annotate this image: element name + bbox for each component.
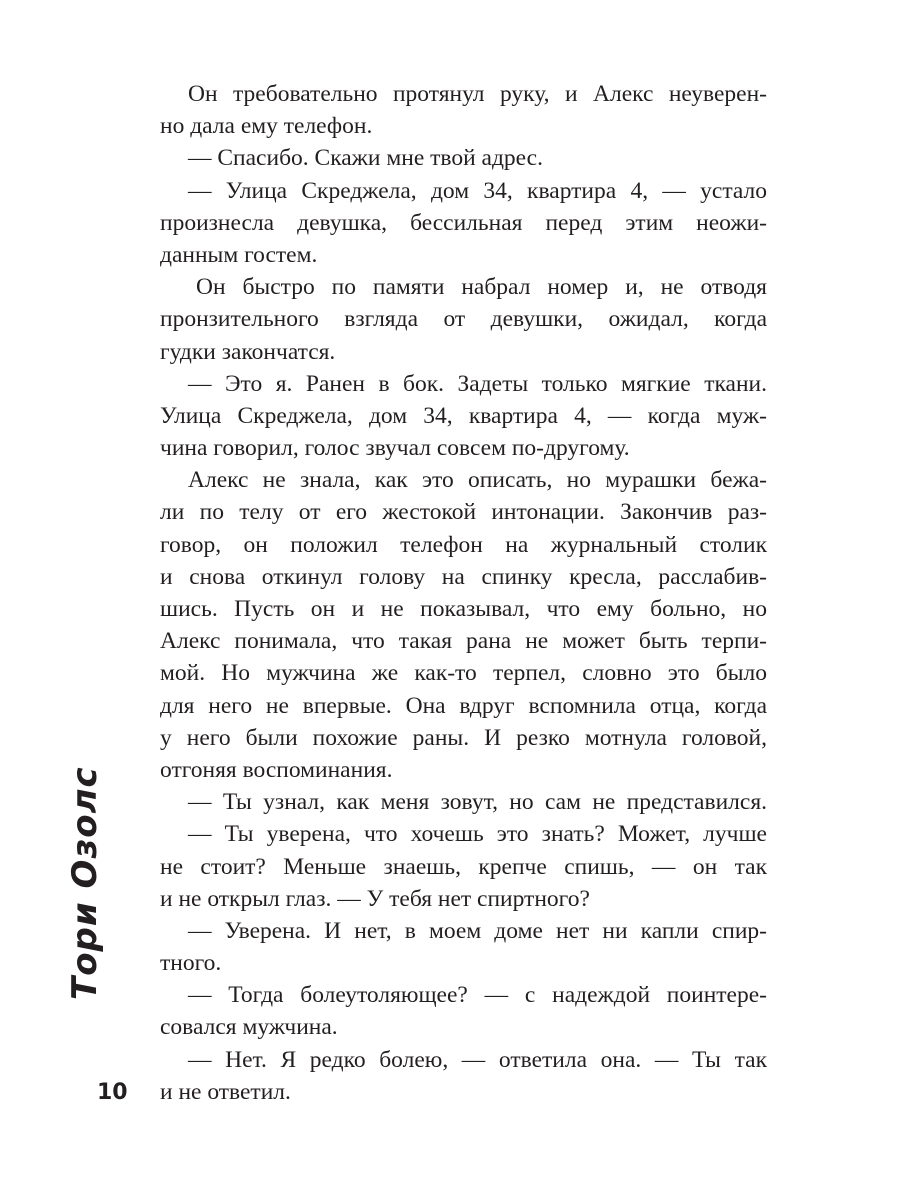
- text-line: у него были похожие раны. И резко мотнула головой,: [160, 724, 767, 751]
- text-line: но дала ему телефон.: [160, 113, 373, 140]
- text-line: мой. Но мужчина же как-то терпел, словно это было: [160, 660, 767, 687]
- text-line: Он быстро по памяти набрал номер и, не отводя: [196, 274, 767, 301]
- text-line: гудки закончатся.: [160, 338, 336, 365]
- text-line: для него не впервые. Она вдруг вспомнила отца, когда: [160, 692, 767, 719]
- text-line: — Спасибо. Скажи мне твой адрес.: [188, 145, 543, 172]
- text-line: — Нет. Я редко болею, — ответила она. — Ты так: [188, 1046, 767, 1073]
- text-line: — Ты уверена, что хочешь это знать? Может, лучше: [188, 821, 767, 848]
- text-line: и снова откинул голову на спинку кресла, расслабив-: [160, 563, 767, 590]
- text-line: чина говорил, голос звучал совсем по-другому.: [160, 435, 630, 462]
- text-line: совался мужчина.: [160, 1014, 338, 1041]
- text-line: — Тогда болеутоляющее? — с надеждой поинтере-: [188, 982, 767, 1009]
- text-line: — Это я. Ранен в бок. Задеты только мягкие ткани.: [188, 370, 767, 397]
- text-line: Улица Скреджела, дом 34, квартира 4, — когда муж-: [160, 402, 767, 429]
- text-line: говор, он положил телефон на журнальный столик: [160, 531, 767, 558]
- text-line: Алекс понимала, что такая рана не может быть терпи-: [160, 628, 767, 655]
- text-line: тного.: [160, 950, 222, 977]
- text-line: ли по телу от его жестокой интонации. Закончив раз-: [160, 499, 767, 526]
- text-line: и не ответил.: [160, 1078, 291, 1105]
- text-line: — Улица Скреджела, дом 34, квартира 4, — устало: [188, 177, 767, 204]
- text-line: — Ты узнал, как меня зовут, но сам не представился.: [188, 789, 767, 816]
- text-line: шись. Пусть он и не показывал, что ему больно, но: [160, 596, 767, 622]
- text-line: произнесла девушка, бессильная перед этим неожи-: [160, 209, 767, 236]
- text-line: Он требовательно протянул руку, и Алекс неуверен-: [188, 81, 767, 107]
- text-line: и не открыл глаз. — У тебя нет спиртного?: [160, 885, 590, 912]
- body-text: [160, 78, 767, 1108]
- text-line: не стоит? Меньше знаешь, крепче спишь, — он так: [160, 853, 767, 880]
- text-line: — Уверена. И нет, в моем доме нет ни капли спир-: [188, 917, 767, 944]
- running-head-author: Тори Озолс: [65, 766, 105, 1000]
- text-line: данным гостем.: [160, 241, 318, 268]
- text-line: пронзительного взгляда от девушки, ожидал, когда: [160, 306, 767, 333]
- page-number: 10: [97, 1080, 128, 1105]
- text-line: Алекс не знала, как это описать, но мурашки бежа-: [188, 467, 767, 494]
- text-line: отгоняя воспоминания.: [160, 756, 393, 783]
